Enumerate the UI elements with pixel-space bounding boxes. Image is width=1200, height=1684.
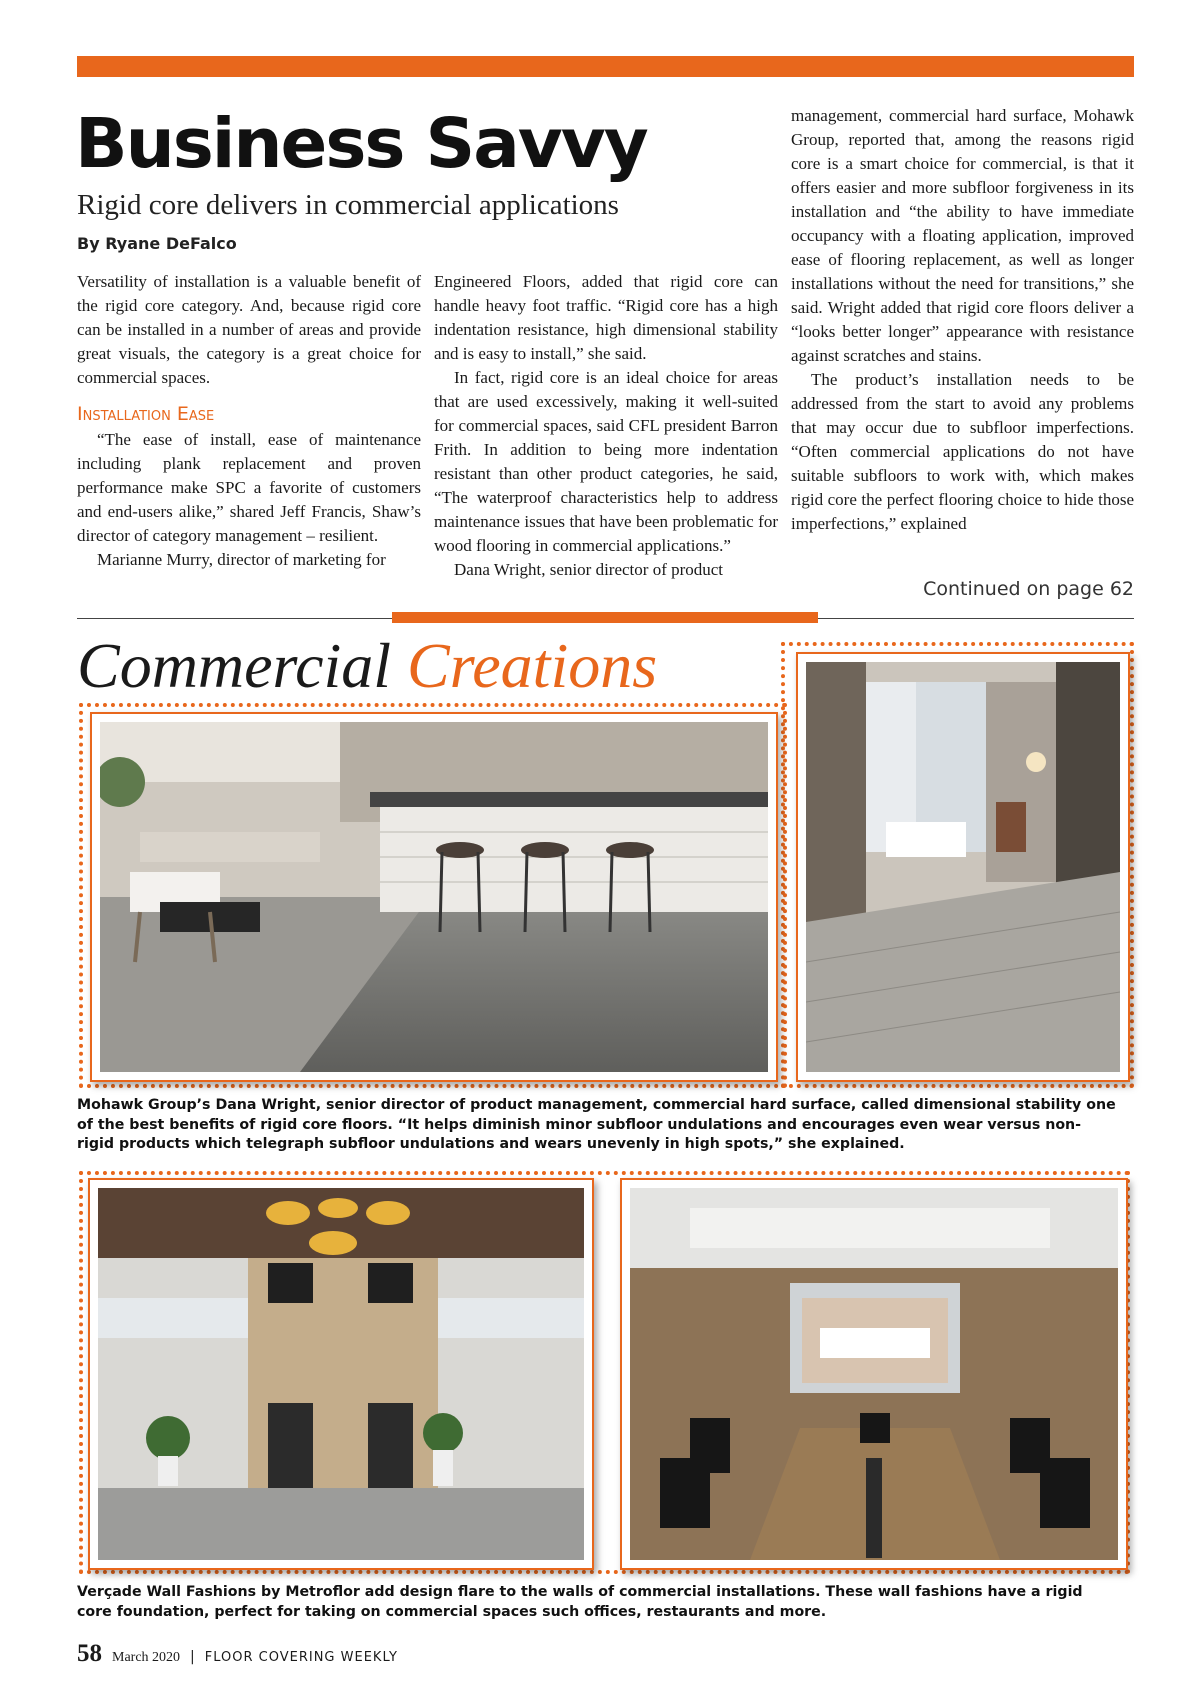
feature-title [77, 628, 657, 704]
photo-caption-2: Verçade Wall Fashions by Metroflor add design flare to the walls of commercial installations. These wall fashions have a rigid core foundation, perfect for taking on commercial spaces such offices, restaurants and more. [77, 1584, 1083, 1620]
article-column-3 [791, 104, 1134, 536]
top-accent-bar [77, 56, 1134, 77]
article-deck: Rigid core delivers in commercial applications [77, 189, 619, 221]
lounge-bar-image [100, 722, 768, 1072]
conference-room-image [630, 1188, 1118, 1560]
photo-lounge-bar [90, 712, 778, 1082]
page-number: 58 [77, 1640, 102, 1667]
issue-date: March 2020 [112, 1650, 181, 1665]
photo-lobby-elevators [88, 1178, 594, 1570]
photo-hotel-room [796, 652, 1130, 1082]
paragraph: Dana Wright, senior director of product [454, 560, 724, 579]
publication-name: FLOOR COVERING WEEKLY [204, 1650, 398, 1665]
photo-caption-1: Mohawk Group’s Dana Wright, senior director of product management, commercial hard surface, called dimensional stability one of the best benefits of rigid core floors. “It helps diminish minor subfloor undulations and encourages even wear versus non-rigid products which telegraph subfloor undulations and wears unevenly in high spots,” she explained. [77, 1097, 1116, 1153]
photo-conference-room [620, 1178, 1128, 1570]
footer-separator: | [190, 1649, 195, 1665]
page-footer [77, 1640, 398, 1668]
feature-title-part2: Creations [407, 630, 658, 701]
paragraph: Marianne Murry, director of marketing for [97, 550, 386, 569]
section-divider-accent [392, 612, 818, 623]
lobby-elevators-image [98, 1188, 584, 1560]
article-headline: Business Savvy [75, 104, 647, 184]
paragraph: “The ease of install, ease of maintenance including plank replacement and proven performance make SPC a favorite of customers and end-users alike,” shared Jeff Francis, Shaw’s director of category management – resilient. [77, 430, 421, 545]
paragraph: management, commercial hard surface, Mohawk Group, reported that, among the reasons rigid core is a smart choice for commercial, is that it offers easier and more subfloor forgiveness in its installation and “the ability to have immediate occupancy with a floating application, improved ease of flooring replacement, as well as longer installations without the need for transitions,” she said. Wright added that rigid core floors deliver a “looks better longer” appearance with resistance against scratches and stains. [791, 106, 1134, 365]
article-column-2 [434, 270, 778, 582]
paragraph: The product’s installation needs to be addressed from the start to avoid any problems that may occur due to subfloor imperfections. “Often commercial applications do not have suitable subfloors to work with, which makes rigid core the perfect flooring choice to hide those imperfections,” explained [791, 370, 1134, 533]
article-byline: By Ryane DeFalco [77, 234, 237, 253]
hotel-room-image [806, 662, 1120, 1072]
continued-note: Continued on page 62 [923, 578, 1134, 600]
feature-title-part1: Commercial [77, 630, 392, 701]
paragraph: Versatility of installation is a valuable benefit of the rigid core category. And, because rigid core can be installed in a number of areas and provide great visuals, the category is a great choice for commercial spaces. [77, 272, 421, 387]
paragraph: In fact, rigid core is an ideal choice for areas that are used excessively, making it well-suited for commercial spaces, said CFL president Barron Frith. In addition to being more indentation resistant than other product categories, he said, “The waterproof characteristics help to address maintenance issues that have been problematic for wood flooring in commercial applications.” [434, 368, 778, 555]
article-column-1 [77, 270, 421, 572]
paragraph: Engineered Floors, added that rigid core can handle heavy foot traffic. “Rigid core has a high indentation resistance, high dimensional stability and is easy to install,” she said. [434, 272, 778, 363]
section-subhead: Installation Ease [77, 403, 215, 425]
